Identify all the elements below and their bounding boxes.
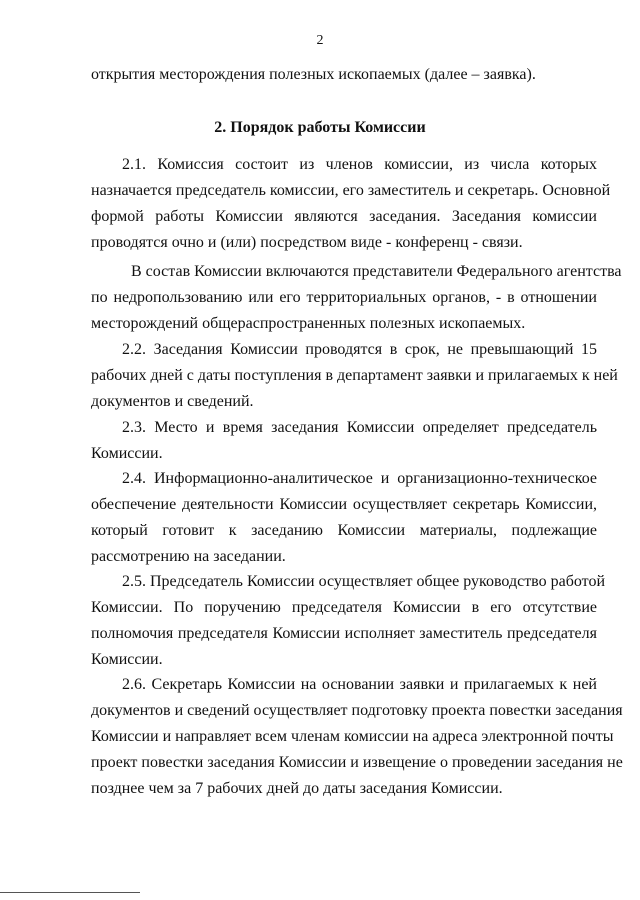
text-line: Комиссии.: [91, 651, 163, 668]
text-line: 2.4. Информационно-аналитическое и организационно-техническое: [122, 470, 597, 487]
text-line: обеспечение деятельности Комиссии осуществляет секретарь Комиссии,: [91, 496, 597, 513]
text-line: проводятся очно и (или) посредством виде - конференц - связи.: [91, 234, 523, 251]
paragraph-2-1: [91, 152, 611, 256]
text-line: полномочия председателя Комиссии исполняет заместитель председателя: [91, 625, 597, 642]
footnote-divider: [0, 892, 140, 893]
text-line: 2.6. Секретарь Комиссии на основании заявки и прилагаемых к ней: [122, 676, 597, 693]
text-line: открытия месторождения полезных ископаемых (далее – заявка).: [91, 66, 536, 83]
text-line: позднее чем за 7 рабочих дней до даты заседания Комиссии.: [91, 780, 503, 797]
paragraph-composition: [91, 259, 622, 337]
text-line: по недропользованию или его территориальных органов, - в отношении: [91, 289, 597, 306]
paragraph-2-2: [91, 337, 618, 415]
page-number: 2: [316, 33, 324, 48]
text-line: рабочих дней с даты поступления в департамент заявки и прилагаемых к ней: [91, 367, 618, 384]
text-line: Комиссии.: [91, 445, 163, 462]
text-line: Комиссии и направляет всем членам комиссии на адреса электронной почты: [91, 728, 614, 745]
text-line: документов и сведений.: [91, 393, 254, 410]
paragraph-2-4: [91, 466, 597, 570]
text-line: назначается председатель комиссии, его заместитель и секретарь. Основной: [91, 182, 611, 199]
text-line: рассмотрению на заседании.: [91, 548, 286, 565]
text-line: В состав Комиссии включаются представители Федерального агентства: [131, 263, 622, 280]
text-line: 2.3. Место и время заседания Комиссии определяет председатель: [122, 419, 597, 436]
text-line: формой работы Комиссии являются заседания. Заседания комиссии: [91, 208, 597, 225]
text-line: месторождений общераспространенных полезных ископаемых.: [91, 315, 526, 332]
text-line: 2.5. Председатель Комиссии осуществляет общее руководство работой: [122, 573, 605, 590]
text-line: Комиссии. По поручению председателя Комиссии в его отсутствие: [91, 599, 597, 616]
text-line: который готовит к заседанию Комиссии материалы, подлежащие: [91, 522, 597, 539]
text-line: 2.1. Комиссия состоит из членов комиссии, из числа которых: [122, 156, 597, 173]
text-line: документов и сведений осуществляет подготовку проекта повестки заседания: [91, 702, 623, 719]
paragraph-2-3: [91, 415, 597, 467]
section-heading: 2. Порядок работы Комиссии: [214, 119, 426, 136]
intro-paragraph: [91, 62, 597, 88]
paragraph-2-6: [91, 672, 623, 802]
paragraph-2-5: [91, 569, 605, 673]
text-line: 2.2. Заседания Комиссии проводятся в срок, не превышающий 15: [122, 341, 597, 358]
text-line: проект повестки заседания Комиссии и извещение о проведении заседания не: [91, 754, 623, 771]
